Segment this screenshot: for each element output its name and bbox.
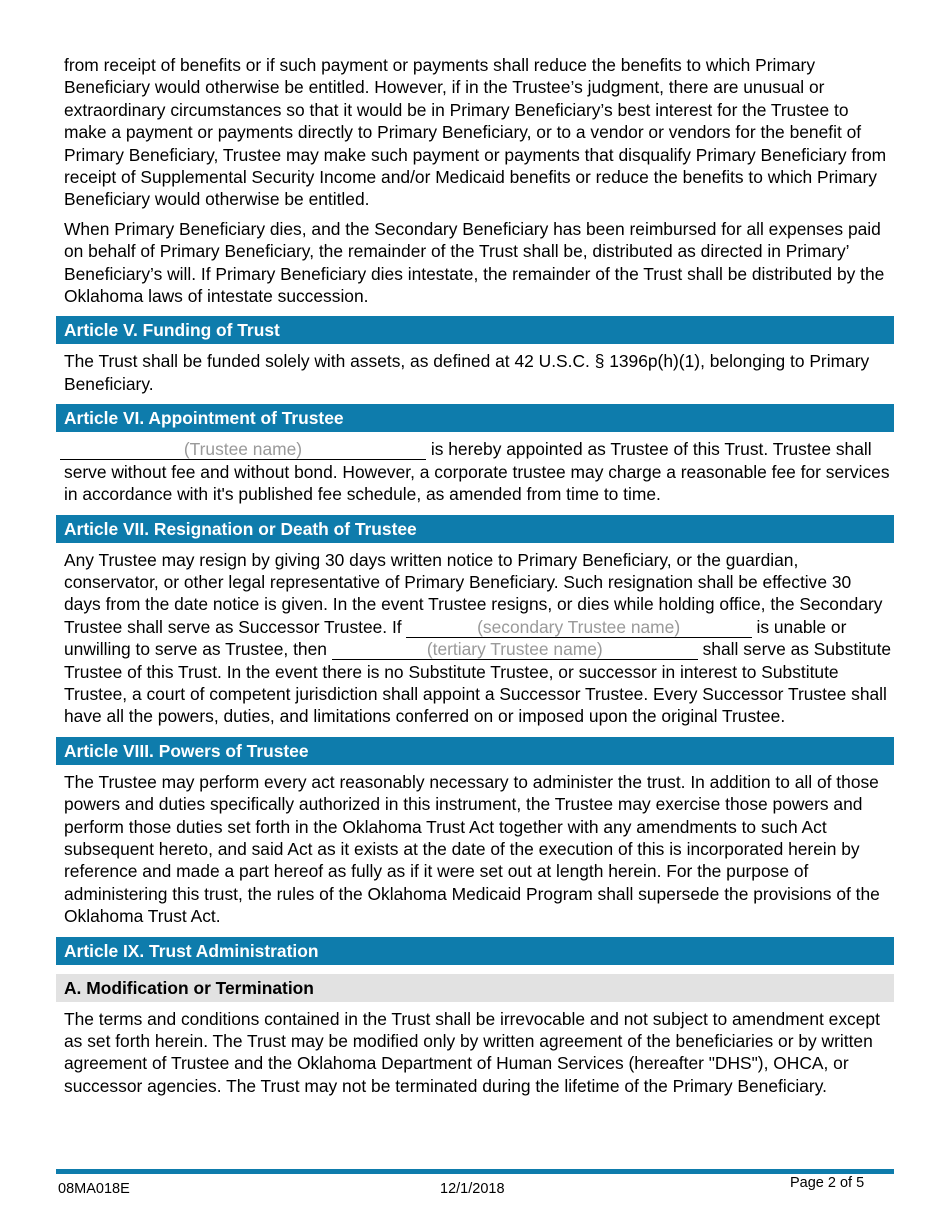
article-9-heading: Article IX. Trust Administration: [56, 937, 894, 965]
footer-rule: [56, 1169, 894, 1174]
article-6-body: [56, 438, 894, 505]
article-6-text: is hereby appointed as Trustee of this Trust. Trustee shall serve without fee and without bond. However, a corporate trustee may charge a reasonable fee for services in accordance with it's published fee schedule, as amended from time to time.: [64, 439, 890, 505]
tertiary-trustee-name-field[interactable]: (tertiary Trustee name): [332, 639, 698, 660]
page-number: Page 2 of 5: [790, 1175, 865, 1191]
article-8-body: The Trustee may perform every act reasonably necessary to administer the trust. In addition to all of those powers and duties specifically authorized in this instrument, the Trustee may exercise those powers and perform those duties set forth in the Oklahoma Trust Act together with any amendments to such Act subsequent hereto, and said Act as it exists at the date of the execution of this is incorporated herein by reference and made a part hereof as fully as if it were set out at length herein. For the purpose of administering this trust, the rules of the Oklahoma Medicaid Program shall supersede the provisions of the Oklahoma Trust Act.: [64, 771, 880, 927]
continued-paragraph-2: When Primary Beneficiary dies, and the Secondary Beneficiary has been reimbursed for all expenses paid on behalf of Primary Beneficiary, the remainder of the Trust shall be, distributed as directed in Primary’ Beneficiary’s will. If Primary Beneficiary dies intestate, the remainder of the Trust shall be distributed by the Oklahoma laws of intestate succession.: [64, 218, 885, 307]
form-number: 08MA018E: [58, 1181, 130, 1197]
document-page: [56, 54, 894, 1097]
article-9-subheading: A. Modification or Termination: [56, 974, 894, 1002]
article-7-text-b: is unable or unwilling to serve as Trustee, then: [64, 616, 847, 660]
article-7-body: [56, 549, 894, 728]
article-5-heading: Article V. Funding of Trust: [56, 316, 894, 344]
trustee-name-field[interactable]: (Trustee name): [60, 439, 426, 460]
continued-paragraph-1: from receipt of benefits or if such payment or payments shall reduce the benefits to which Primary Beneficiary would otherwise be entitled. However, if in the Trustee’s judgment, there are unusual or extraordinary circumstances so that it would be in Primary Beneficiary’s best interest for the Trustee to make a payment or payments directly to Primary Beneficiary, or to a vendor or vendors for the benefit of Primary Beneficiary, Trustee may make such payment or payments that disqualify Primary Beneficiary from receipt of Supplemental Security Income and/or Medicaid benefits or reduce the benefits to which Primary Beneficiary would otherwise be entitled.: [64, 55, 887, 210]
article-8-heading: Article VIII. Powers of Trustee: [56, 737, 894, 765]
article-7-text-c: shall serve as Substitute Trustee of this Trust. In the event there is no Substitute Trustee, or successor in interest to Substitute Trustee, a court of competent jurisdiction shall appoint a Successor Trustee. Every Successor Trustee shall have all the powers, duties, and limitations conferred on or imposed upon the original Trustee.: [64, 639, 892, 727]
article-7-heading: Article VII. Resignation or Death of Trustee: [56, 515, 894, 543]
article-5-body: The Trust shall be funded solely with assets, as defined at 42 U.S.C. § 1396p(h)(1), belonging to Primary Beneficiary.: [64, 351, 870, 394]
article-7-text-a: Any Trustee may resign by giving 30 days written notice to Primary Beneficiary, or the guardian, conservator, or other legal representative of Primary Beneficiary. Such resignation shall be effective 30 days from the date notice is given. In the event Trustee resigns, or dies while holding office, the Secondary Trustee shall serve as Successor Trustee. If: [64, 549, 883, 637]
secondary-trustee-name-field[interactable]: (secondary Trustee name): [406, 617, 752, 638]
article-9-body: The terms and conditions contained in the Trust shall be irrevocable and not subject to amendment except as set forth herein. The Trust may be modified only by written agreement of the beneficiaries or by written agreement of Trustee and the Oklahoma Department of Human Services (hereafter "DHS"), OHCA, or successor agencies. The Trust may not be terminated during the lifetime of the Primary Beneficiary.: [64, 1008, 880, 1096]
revision-date: 12/1/2018: [440, 1181, 505, 1197]
article-6-heading: Article VI. Appointment of Trustee: [56, 404, 894, 432]
